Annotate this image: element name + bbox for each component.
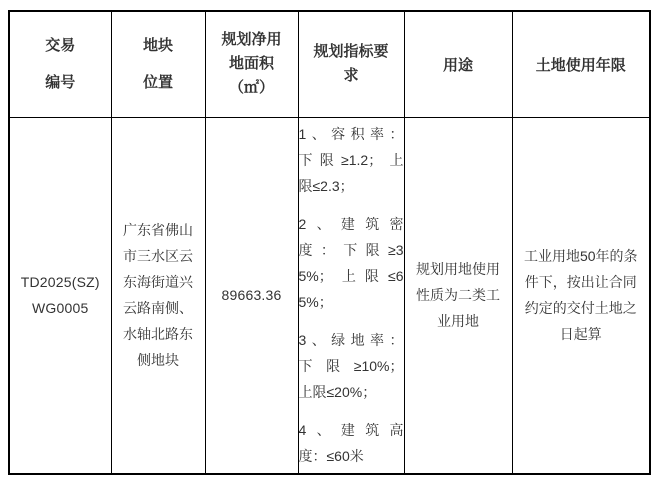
header-location-label: 地块 位置 (142, 37, 173, 92)
tenure-value: 工业用地50年的条 件下，按出让合同 约定的交付土地之 日起算 (523, 248, 638, 343)
header-net-area (205, 11, 298, 117)
cell-location (111, 117, 205, 474)
indicator-paragraph (299, 417, 404, 469)
location-value: 广东省佛山 市三水区云 东海街道兴 云路南侧、 水轴北路东 侧地块 (123, 222, 193, 369)
indicator-line: 1、容积率： (298, 126, 404, 143)
header-usage-label: 用途 (442, 56, 473, 74)
net-area-value: 89663.36 (221, 287, 282, 304)
indicators-content (299, 121, 404, 469)
usage-value: 规划用地使用 性质为二类工 业用地 (416, 261, 500, 330)
indicator-line: 3、绿地率： (298, 332, 404, 349)
indicator-paragraph (299, 327, 404, 405)
header-net-area-label: 规划净用 地面积 （㎡） (221, 31, 282, 97)
header-transaction-no (9, 11, 111, 117)
indicator-line: 度：下限≥3 (298, 242, 404, 259)
indicator-line: 下限≥1.2；上 (298, 152, 404, 169)
indicator-line: 下限≥10%； (298, 358, 404, 375)
table-row (9, 117, 650, 474)
indicator-paragraph (299, 121, 404, 199)
cell-transaction-no (9, 117, 111, 474)
header-tenure-label: 土地使用年限 (535, 56, 626, 74)
indicator-paragraph (299, 211, 404, 315)
indicator-line: 5%； (298, 294, 333, 311)
cell-plan-indicators (298, 117, 404, 474)
cell-tenure (512, 117, 650, 474)
indicator-line: 上限≤20%； (298, 384, 377, 401)
indicator-line: 2、建筑密 (298, 216, 404, 233)
header-location (111, 11, 205, 117)
land-parcel-table (8, 10, 651, 475)
transaction-no-value: TD2025(SZ) WG0005 (20, 274, 100, 317)
header-plan-indicators-label: 规划指标要 求 (313, 43, 389, 85)
header-transaction-no-label: 交易 编号 (45, 37, 76, 92)
header-plan-indicators (298, 11, 404, 117)
header-tenure (512, 11, 650, 117)
indicator-line: 5%；上限≤6 (298, 268, 404, 285)
header-usage (404, 11, 512, 117)
cell-usage (404, 117, 512, 474)
table-header-row (9, 11, 650, 117)
indicator-line: 限≤2.3； (298, 178, 354, 195)
indicator-line: 4、建筑高 (298, 422, 404, 439)
cell-net-area (205, 117, 298, 474)
indicator-line: 度：≤60米 (298, 448, 364, 465)
